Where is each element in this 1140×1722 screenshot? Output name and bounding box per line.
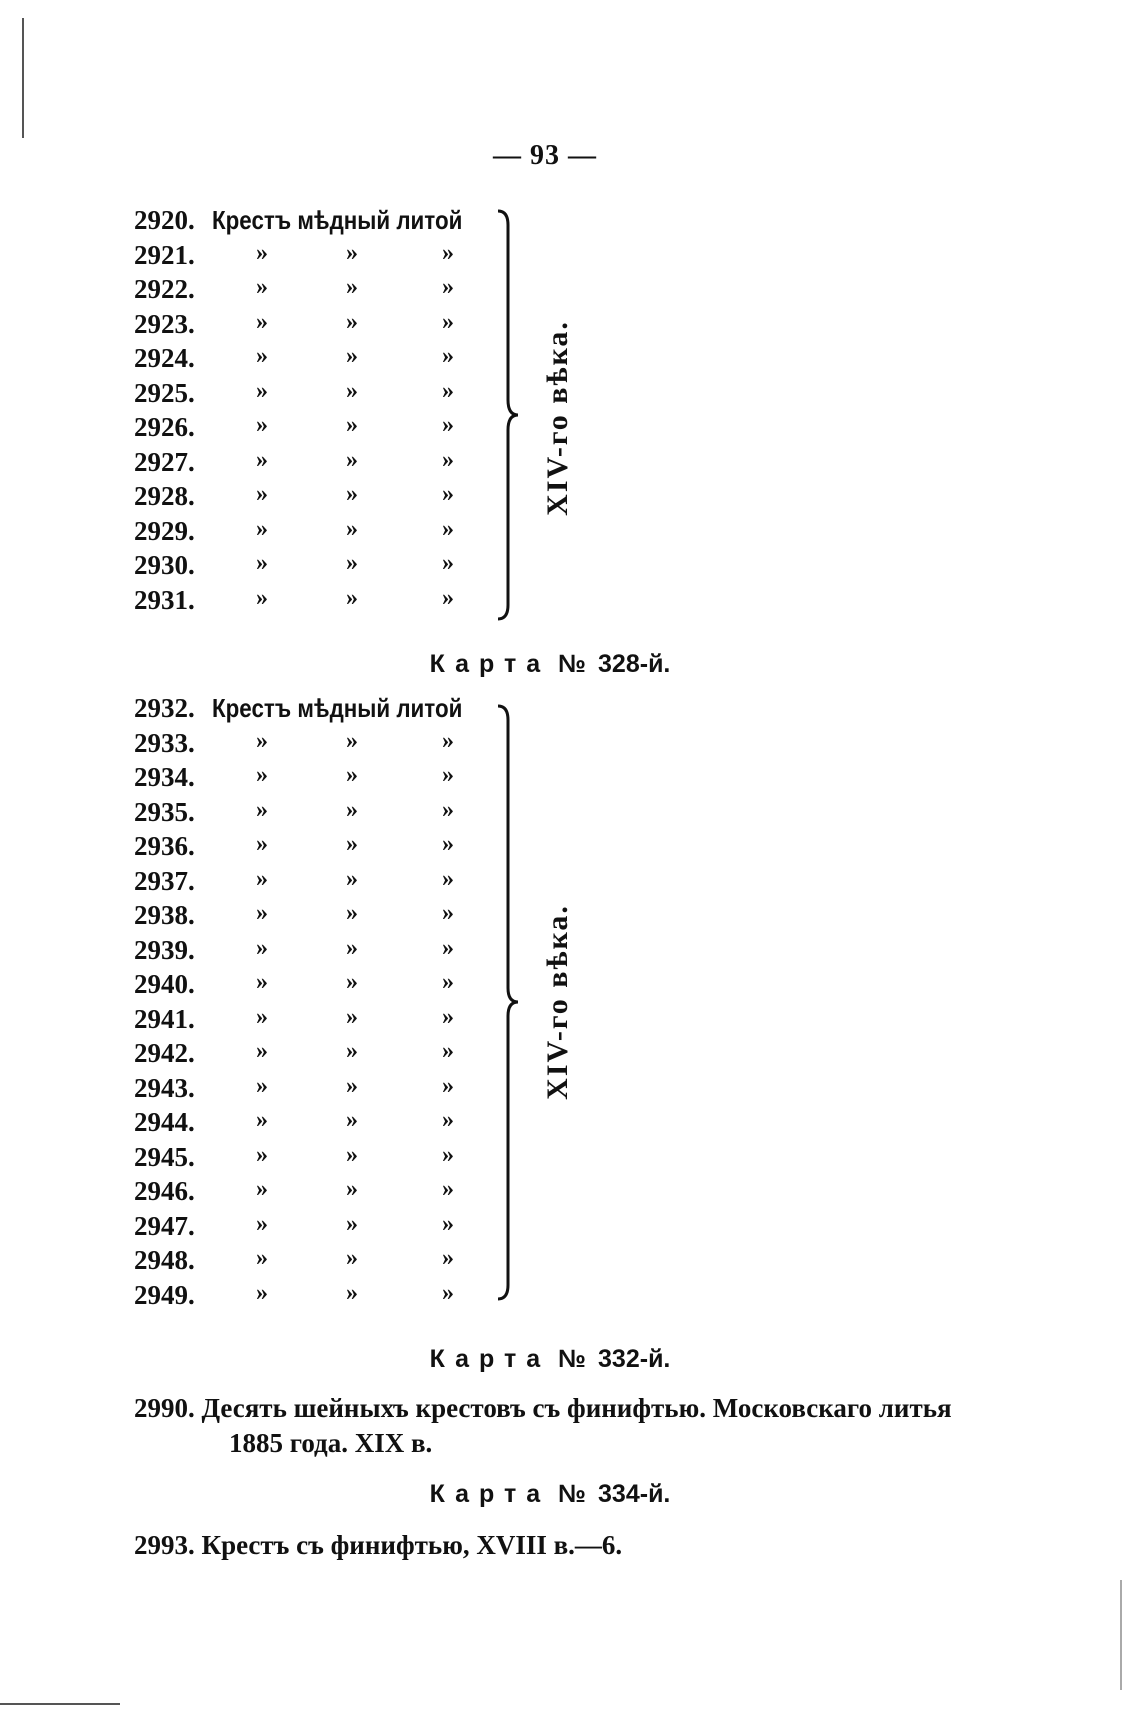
ditto-mark: »: [442, 831, 454, 857]
entry-number: 2990.: [134, 1393, 195, 1423]
ditto-mark: »: [256, 343, 268, 369]
ditto-mark: »: [442, 412, 454, 438]
ditto-mark: »: [346, 865, 358, 892]
card-word: Карта: [429, 1480, 551, 1508]
ditto-mark: »: [442, 1107, 454, 1133]
ditto-mark: »: [442, 274, 454, 300]
entry-number: 2928.: [134, 481, 195, 511]
ditto-mark: »: [256, 969, 268, 995]
card-heading-332: [300, 1345, 800, 1374]
ditto-mark: »: [346, 1176, 358, 1202]
entry-number: 2935.: [134, 796, 195, 827]
ditto-mark: »: [346, 934, 358, 961]
entry-number: 2920.: [134, 205, 195, 235]
ditto-mark: »: [256, 934, 268, 961]
ditto-mark: »: [346, 584, 358, 611]
ditto-mark: »: [346, 1141, 358, 1168]
side-note-list-2: XIV-го вѣка.: [541, 904, 574, 1100]
side-note-list-1: XIV-го вѣка.: [541, 320, 574, 516]
ditto-mark: »: [256, 1072, 268, 1099]
ditto-mark: »: [256, 446, 268, 473]
ditto-mark: »: [256, 239, 268, 266]
ditto-mark: »: [346, 1245, 358, 1271]
ditto-mark: »: [346, 377, 358, 404]
right-margin-line: [1120, 1580, 1122, 1690]
ditto-mark: »: [346, 796, 358, 823]
ditto-mark: »: [346, 515, 358, 542]
ditto-mark: »: [346, 446, 358, 473]
ditto-mark: »: [256, 550, 268, 576]
ditto-mark: »: [442, 969, 454, 995]
ditto-mark: »: [346, 343, 358, 369]
ditto-mark: »: [346, 831, 358, 857]
ditto-mark: »: [256, 796, 268, 823]
card-heading-334: [300, 1480, 800, 1509]
ditto-mark: »: [442, 934, 454, 961]
ditto-mark: »: [442, 727, 454, 754]
ditto-mark: »: [346, 274, 358, 300]
ditto-mark: »: [256, 308, 268, 335]
ditto-mark: »: [442, 515, 454, 542]
entry-text: Крестъ съ финифтью, XVIII в.—6.: [201, 1530, 623, 1560]
entry-2993: [134, 1530, 994, 1561]
entry-number: 2923.: [134, 308, 195, 339]
ditto-mark: »: [346, 1038, 358, 1064]
ditto-mark: »: [442, 239, 454, 266]
ditto-mark: »: [256, 377, 268, 404]
ditto-mark: »: [346, 550, 358, 576]
ditto-mark: »: [442, 343, 454, 369]
ditto-mark: »: [256, 727, 268, 754]
ditto-mark: »: [346, 900, 358, 926]
brace-list-2: [494, 700, 524, 1305]
ditto-mark: »: [256, 1107, 268, 1133]
ditto-mark: »: [346, 308, 358, 335]
ditto-mark: »: [346, 1107, 358, 1133]
ditto-mark: »: [346, 412, 358, 438]
entry-number: 2946.: [134, 1176, 195, 1206]
ditto-mark: »: [256, 274, 268, 300]
entry-number: 2945.: [134, 1141, 195, 1172]
ditto-mark: »: [442, 1279, 454, 1306]
left-margin-line: [22, 18, 24, 138]
ditto-mark: »: [346, 1072, 358, 1099]
entry-number: 2927.: [134, 446, 195, 477]
entry-number: 2993.: [134, 1530, 195, 1560]
ditto-mark: »: [346, 727, 358, 754]
ditto-mark: »: [256, 1245, 268, 1271]
entry-number: 2940.: [134, 969, 195, 999]
card-no-sign: №: [558, 650, 587, 678]
ditto-mark: »: [442, 1176, 454, 1202]
card-no-sign: №: [558, 1345, 587, 1373]
ditto-mark: »: [346, 1279, 358, 1306]
entry-number: 2947.: [134, 1210, 195, 1241]
entry-number: 2922.: [134, 274, 195, 304]
entry-number: 2942.: [134, 1038, 195, 1068]
ditto-mark: »: [346, 762, 358, 788]
entry-number: 2926.: [134, 412, 195, 442]
ditto-mark: »: [346, 969, 358, 995]
ditto-mark: »: [442, 1003, 454, 1030]
ditto-mark: »: [346, 1210, 358, 1237]
entry-number: 2937.: [134, 865, 195, 896]
entry-number: 2925.: [134, 377, 195, 408]
ditto-mark: »: [256, 1141, 268, 1168]
card-word: Карта: [429, 650, 551, 678]
card-number: 332-й.: [598, 1345, 671, 1373]
entry-text-line-1: Десять шейныхъ крестовъ съ финифтью. Московскаго литья: [201, 1393, 952, 1423]
ditto-mark: »: [442, 762, 454, 788]
ditto-mark: »: [346, 1003, 358, 1030]
entry-title: Крестъ мѣдный литой: [212, 693, 463, 723]
entry-number: 2924.: [134, 343, 195, 373]
entry-number: 2936.: [134, 831, 195, 861]
entry-text-line-2: 1885 года. XIX в.: [229, 1428, 433, 1458]
ditto-mark: »: [256, 412, 268, 438]
entry-number: 2931.: [134, 584, 195, 615]
ditto-mark: »: [256, 1279, 268, 1306]
card-heading-328: [300, 650, 800, 679]
page-number: — 93 —: [493, 140, 597, 171]
card-no-sign: №: [558, 1480, 587, 1508]
ditto-mark: »: [256, 515, 268, 542]
ditto-mark: »: [346, 481, 358, 507]
entry-number: 2938.: [134, 900, 195, 930]
entry-number: 2930.: [134, 550, 195, 580]
ditto-mark: »: [442, 377, 454, 404]
card-word: Карта: [429, 1345, 551, 1373]
entry-number: 2944.: [134, 1107, 195, 1137]
ditto-mark: »: [442, 481, 454, 507]
entry-title: Крестъ мѣдный литой: [212, 205, 463, 235]
entry-number: 2948.: [134, 1245, 195, 1275]
ditto-mark: »: [442, 900, 454, 926]
ditto-mark: »: [442, 1038, 454, 1064]
entry-number: 2933.: [134, 727, 195, 758]
entry-2990: [134, 1393, 994, 1459]
entry-number: 2932.: [134, 693, 195, 723]
ditto-mark: »: [442, 446, 454, 473]
entry-number: 2939.: [134, 934, 195, 965]
ditto-mark: »: [346, 239, 358, 266]
ditto-mark: »: [442, 1245, 454, 1271]
card-number: 328-й.: [598, 650, 671, 678]
ditto-mark: »: [256, 1003, 268, 1030]
ditto-mark: »: [442, 1210, 454, 1237]
entry-number: 2921.: [134, 239, 195, 270]
ditto-mark: »: [256, 481, 268, 507]
ditto-mark: »: [256, 1038, 268, 1064]
entry-number: 2943.: [134, 1072, 195, 1103]
brace-list-1: [494, 205, 524, 625]
entry-number: 2934.: [134, 762, 195, 792]
ditto-mark: »: [442, 584, 454, 611]
entry-number: 2949.: [134, 1279, 195, 1310]
ditto-mark: »: [442, 796, 454, 823]
ditto-mark: »: [256, 1176, 268, 1202]
entry-number: 2929.: [134, 515, 195, 546]
ditto-mark: »: [256, 900, 268, 926]
ditto-mark: »: [442, 865, 454, 892]
entry-number: 2941.: [134, 1003, 195, 1034]
ditto-mark: »: [442, 550, 454, 576]
ditto-mark: »: [442, 1141, 454, 1168]
ditto-mark: »: [256, 865, 268, 892]
ditto-mark: »: [256, 584, 268, 611]
ditto-mark: »: [442, 1072, 454, 1099]
ditto-mark: »: [256, 1210, 268, 1237]
bottom-left-line: [0, 1703, 120, 1705]
ditto-mark: »: [256, 831, 268, 857]
ditto-mark: »: [256, 762, 268, 788]
card-number: 334-й.: [598, 1480, 671, 1508]
ditto-mark: »: [442, 308, 454, 335]
